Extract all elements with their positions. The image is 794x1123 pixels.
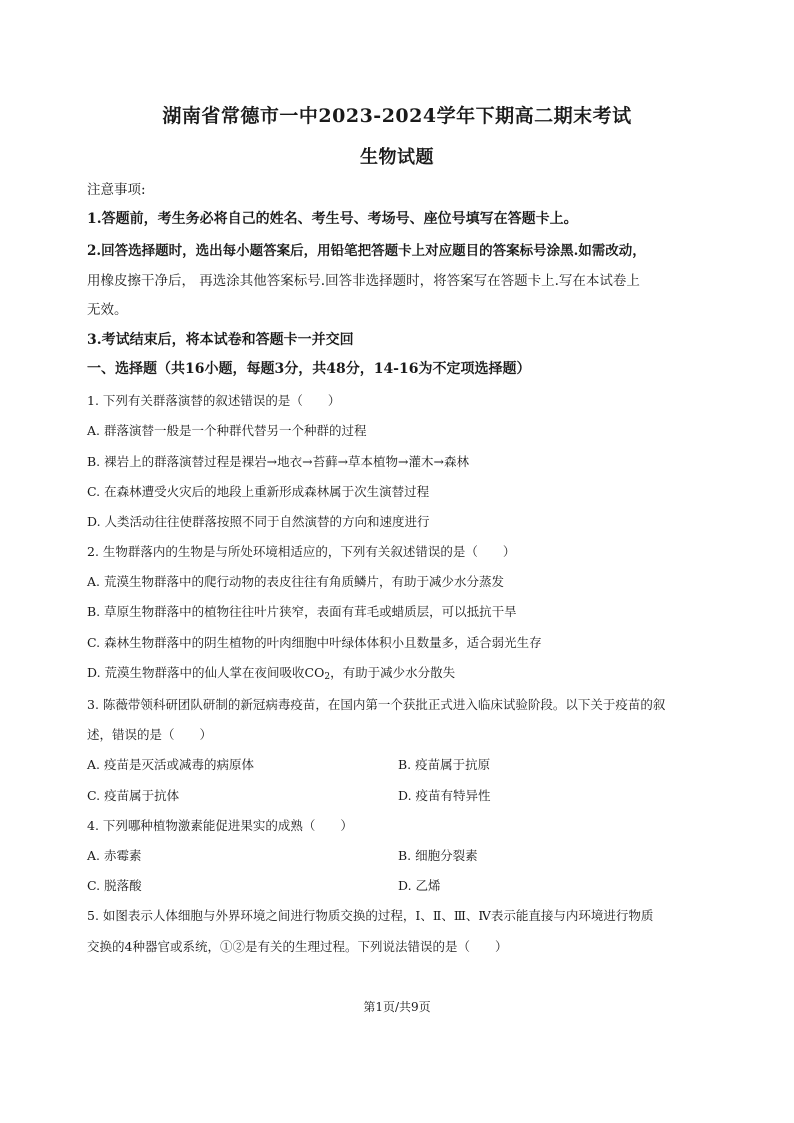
notice-item-2-line-3: 无效。 — [87, 302, 128, 318]
q3-option-c: C. 疫苗属于抗体 — [87, 788, 180, 803]
page-number: 第1页/共9页 — [363, 1000, 431, 1014]
q3-option-b: B. 疫苗属于抗原 — [398, 757, 491, 772]
exam-subtitle: 生物试题 — [360, 147, 434, 168]
notice-item-2-line-1 — [87, 241, 717, 261]
exam-title: 湖南省常德市一中2023-2024学年下期高二期末考试 — [162, 105, 632, 127]
notice-item-3: 3.考试结束后，将本试卷和答题卡一并交回 — [87, 332, 354, 348]
notice-item-2-line-1-text: 2.回答选择题时，选出每小题答案后，用铅笔把答题卡上对应题目的答案标号涂黑.如需改动， — [87, 243, 646, 259]
q1-option-b: B. 裸岩上的群落演替过程是裸岩→地衣→苔藓→草本植物→灌木→森林 — [87, 454, 470, 469]
q3-stem-line-1: 3. 陈薇带领科研团队研制的新冠病毒疫苗，在国内第一个获批正式进入临床试验阶段。以下关于疫苗的叙 — [87, 697, 666, 712]
q5-stem-line-2: 交换的4种器官或系统，①②是有关的生理过程。下列说法错误的是（ ） — [87, 939, 508, 954]
q4-option-c: C. 脱落酸 — [87, 878, 142, 893]
notice-item-1: 1.答题前，考生务必将自己的姓名、考生号、考场号、座位号填写在答题卡上。 — [87, 211, 578, 227]
q4-option-a: A. 赤霉素 — [87, 848, 142, 863]
q4-option-d: D. 乙烯 — [398, 878, 441, 893]
q2-option-b: B. 草原生物群落中的植物往往叶片狭窄，表面有茸毛或蜡质层，可以抵抗干旱 — [87, 604, 517, 619]
q1-option-c: C. 在森林遭受火灾后的地段上重新形成森林属于次生演替过程 — [87, 484, 430, 499]
q3-option-d: D. 疫苗有特异性 — [398, 788, 491, 803]
q2-option-d-pre: D. 荒漠生物群落中的仙人掌在夜间吸收CO — [87, 665, 325, 680]
q2-stem: 2. 生物群落内的生物是与所处环境相适应的，下列有关叙述错误的是（ ） — [87, 544, 516, 559]
q4-stem: 4. 下列哪种植物激素能促进果实的成熟（ ） — [87, 818, 353, 833]
q3-row-1 — [87, 755, 717, 775]
q2-option-d-sub: 2 — [324, 672, 331, 682]
q2-option-a: A. 荒漠生物群落中的爬行动物的表皮往往有角质鳞片，有助于减少水分蒸发 — [87, 574, 504, 589]
section-heading: 一、选择题（共16小题，每题3分，共48分，14-16为不定项选择题） — [87, 361, 531, 377]
q4-option-b: B. 细胞分裂素 — [398, 848, 478, 863]
q5-stem-line-1: 5. 如图表示人体细胞与外界环境之间进行物质交换的过程，Ⅰ、Ⅱ、Ⅲ、Ⅳ表示能直接与内环境进行物质 — [87, 908, 654, 923]
q1-stem: 1. 下列有关群落演替的叙述错误的是（ ） — [87, 393, 341, 408]
q1-option-a: A. 群落演替一般是一个种群代替另一个种群的过程 — [87, 423, 367, 438]
q4-row-2 — [87, 876, 717, 896]
q2-option-d — [87, 663, 717, 683]
q3-row-2 — [87, 786, 717, 806]
q1-option-d: D. 人类活动往往使群落按照不同于自然演替的方向和速度进行 — [87, 514, 430, 529]
q2-option-c: C. 森林生物群落中的阴生植物的叶肉细胞中叶绿体体积小且数量多，适合弱光生存 — [87, 635, 542, 650]
q3-stem-line-2: 述，错误的是（ ） — [87, 727, 213, 742]
notice-item-2-line-2: 用橡皮擦干净后， 再选涂其他答案标号.回答非选择题时，将答案写在答题卡上.写在本试卷上 — [87, 273, 640, 289]
q4-row-1 — [87, 846, 717, 866]
q2-option-d-post: ，有助于减少水分散失 — [330, 665, 456, 680]
notice-heading: 注意事项: — [87, 182, 146, 198]
q3-option-a: A. 疫苗是灭活或减毒的病原体 — [87, 757, 254, 772]
